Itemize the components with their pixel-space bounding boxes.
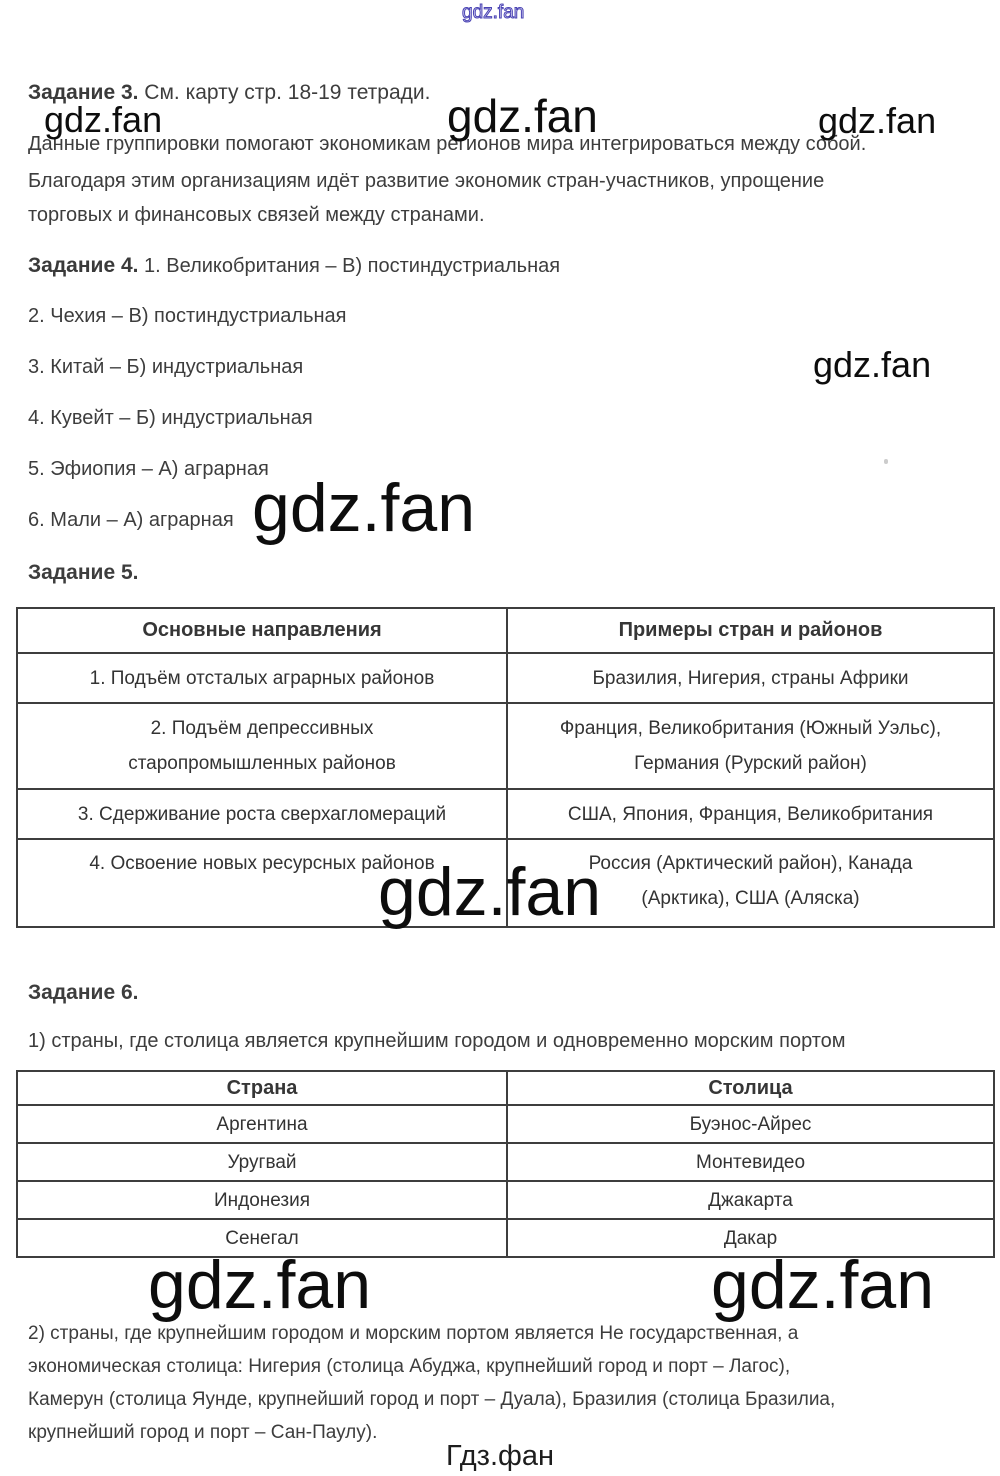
task4-item (28, 254, 560, 278)
table-header-row (18, 609, 993, 652)
table-header-cell: Основные направления (18, 609, 508, 652)
watermark-gdzfan: gdz.fan (711, 1247, 935, 1323)
table-cell (18, 704, 508, 788)
task6-paragraph-line: экономическая столица: Нигерия (столица Абуджа, крупнейший город и порт – Лагос), (28, 1356, 791, 1377)
table-cell (18, 654, 508, 702)
table-cell-line: Россия (Арктический район), Канада (588, 853, 913, 874)
table-cell-line: 2. Подъём депрессивных (150, 718, 374, 739)
table-header-row (18, 1072, 993, 1104)
table-cell (508, 704, 993, 788)
page-footer-sitename: Гдз.фан (445, 1440, 555, 1472)
watermark-gdzfan: gdz.fan (148, 1247, 372, 1323)
table-header-cell: Столица (708, 1076, 793, 1099)
table-cell: Индонезия (18, 1182, 508, 1218)
task6-paragraph-line: крупнейший город и порт – Сан-Паулу). (28, 1422, 378, 1443)
table-cell-line: (Арктика), США (Аляска) (641, 888, 860, 909)
table-cell: Буэнос-Айрес (689, 1113, 812, 1135)
scan-speck-artifact (884, 459, 888, 464)
table-cell-line: 4. Освоение новых ресурсных районов (89, 853, 435, 874)
task4-heading-number: Задание 4. (28, 254, 139, 277)
table-cell (508, 790, 993, 838)
task4-item-text: 1. Великобритания – В) постиндустриальная (144, 255, 561, 277)
task6-table (16, 1070, 995, 1258)
table-row (18, 1142, 993, 1180)
task4-item: 3. Китай – Б) индустриальная (28, 356, 304, 378)
watermark-gdzfan: gdz.fan (252, 470, 476, 546)
task4-item: 5. Эфиопия – А) аграрная (28, 458, 269, 480)
task3-heading-number: Задание 3. (28, 81, 139, 104)
table-cell-line: США, Япония, Франция, Великобритания (567, 803, 934, 825)
task6-paragraph-line: 2) страны, где крупнейшим городом и морским портом является Не государственная, а (28, 1323, 799, 1344)
table-row (18, 788, 993, 838)
table-cell-line: 3. Сдерживание роста сверхагломераций (77, 803, 447, 825)
watermark-gdzfan-small: gdz.fan (462, 2, 525, 23)
table-cell: Уругвай (18, 1144, 508, 1180)
table-cell (18, 790, 508, 838)
table-cell: Аргентина (18, 1106, 508, 1142)
table-cell: Сенегал (18, 1220, 508, 1256)
task6-heading: Задание 6. (28, 981, 139, 1004)
task4-item: 4. Кувейт – Б) индустриальная (28, 407, 313, 429)
task5-heading: Задание 5. (28, 561, 139, 584)
task6-intro: 1) страны, где столица является крупнейшим городом и одновременно морским портом (28, 1030, 846, 1052)
table-cell: Джакарта (708, 1189, 793, 1211)
table-cell-line: Бразилия, Нигерия, страны Африки (592, 667, 909, 689)
table-row (18, 1180, 993, 1218)
watermark-gdzfan: gdz.fan (378, 854, 602, 930)
watermark-gdzfan: gdz.fan (818, 100, 937, 141)
table-row (18, 1104, 993, 1142)
table-cell-line: Франция, Великобритания (Южный Уэльс), (559, 718, 942, 739)
table-cell-line: старопромышленных районов (128, 753, 396, 774)
table-header-cell: Примеры стран и районов (618, 619, 883, 641)
task3-paragraph-line: торговых и финансовых связей между странами. (28, 204, 485, 226)
task3-paragraph-line: Благодаря этим организациям идёт развитие экономик стран-участников, упрощение (28, 170, 825, 192)
task3-paragraph-line: Данные группировки помогают экономикам регионов мира интегрироваться между собой. (28, 133, 867, 155)
watermark-gdzfan: gdz.fan (447, 90, 598, 142)
task4-item: 6. Мали – А) аграрная (28, 509, 234, 531)
watermark-gdzfan: gdz.fan (813, 344, 932, 385)
task3-heading-text: См. карту стр. 18-19 тетради. (138, 81, 431, 104)
table-header-cell: Страна (18, 1072, 508, 1104)
table-cell-line: Германия (Рурский район) (634, 753, 867, 774)
table-row (18, 652, 993, 702)
table-cell-line: 1. Подъём отсталых аграрных районов (89, 667, 435, 689)
table-cell (508, 654, 993, 702)
table-cell: Монтевидео (695, 1151, 806, 1173)
watermark-gdzfan: gdz.fan (44, 99, 163, 140)
task4-item: 2. Чехия – В) постиндустриальная (28, 305, 347, 327)
table-row (18, 702, 993, 788)
task6-paragraph-line: Камерун (столица Яунде, крупнейший город и порт – Дуала), Бразилия (столица Бразилиа, (28, 1389, 836, 1410)
table-cell: Дакар (723, 1227, 778, 1249)
